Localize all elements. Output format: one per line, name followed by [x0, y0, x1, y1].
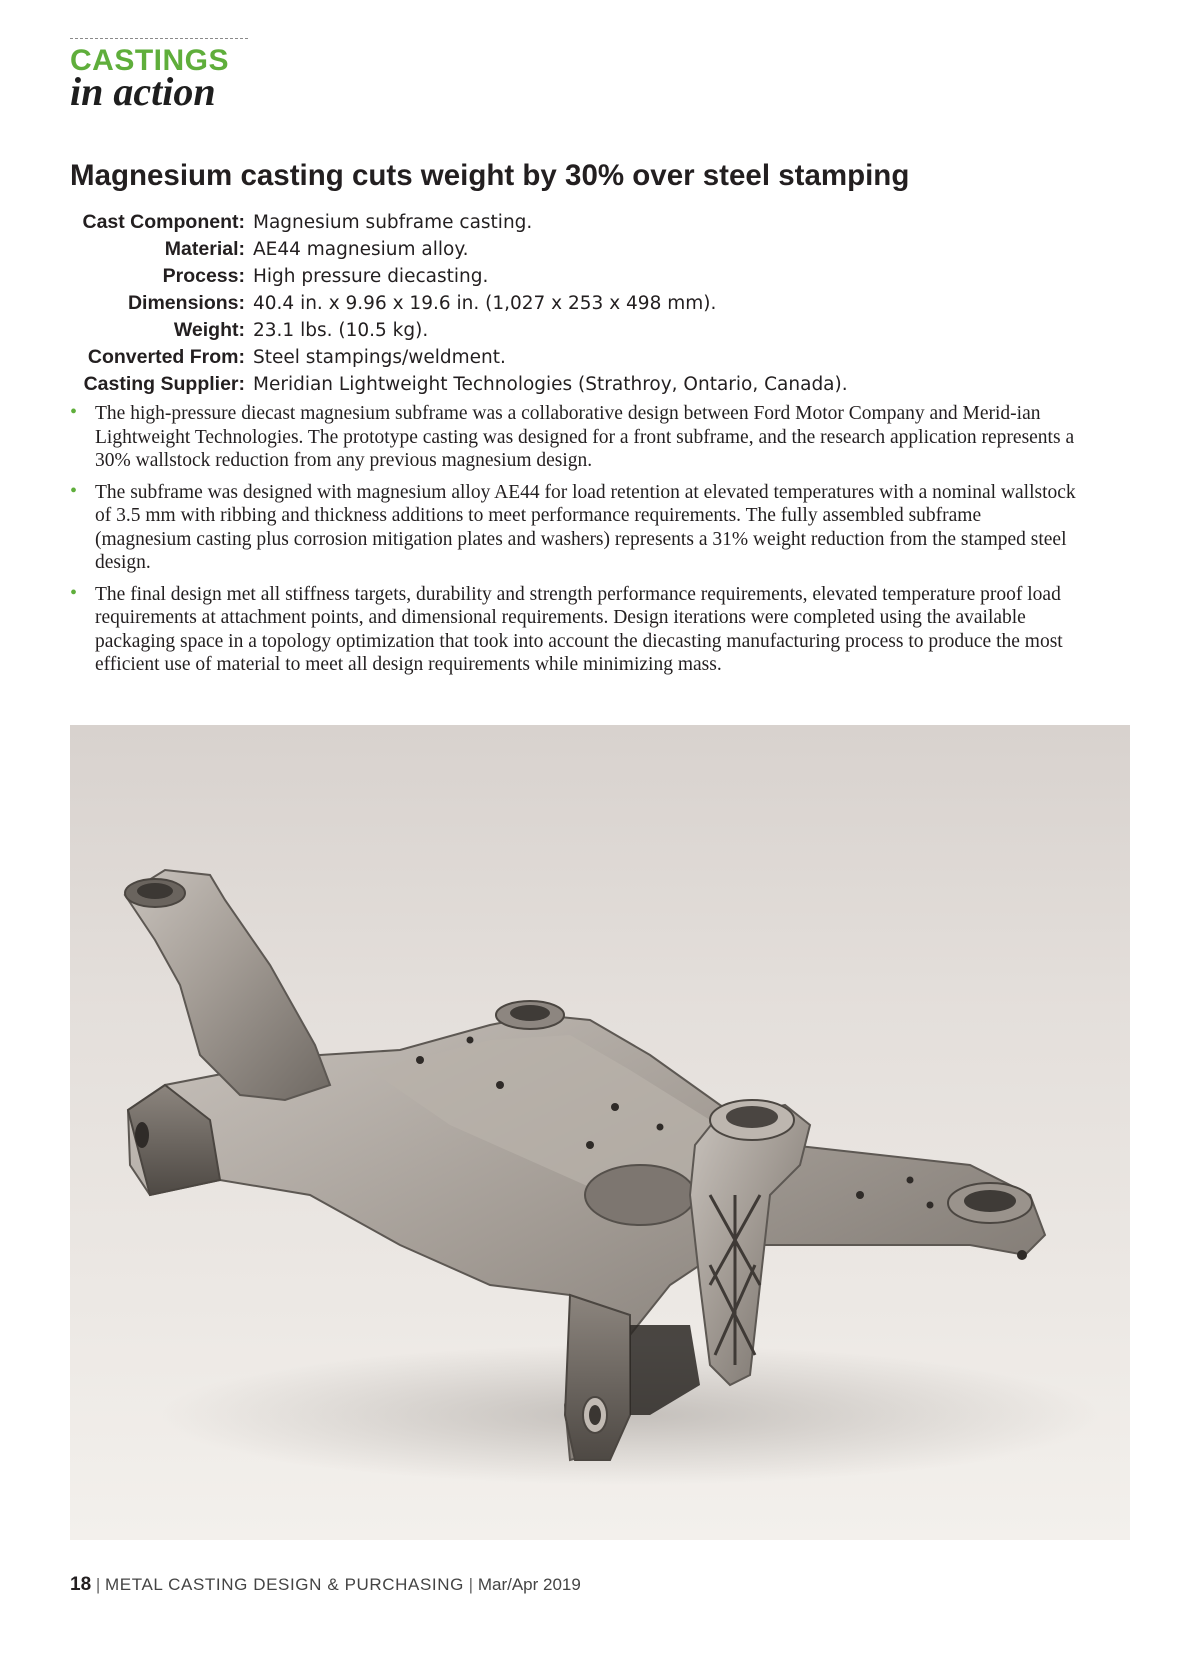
bullet-item [70, 481, 1080, 575]
bullet-item [70, 402, 1080, 473]
spec-value: AE44 magnesium alloy. [253, 239, 469, 260]
footer-separator: | [468, 1575, 474, 1594]
front-mount-hole [726, 1106, 778, 1128]
front-leg [565, 1295, 630, 1460]
spec-table [70, 209, 848, 398]
page-number: 18 [70, 1574, 92, 1595]
top-hole [907, 1177, 914, 1184]
top-hole [927, 1202, 934, 1209]
top-hole [856, 1191, 864, 1199]
bullet-text: The subframe was designed with magnesium alloy AE44 for load retention at elevated temperatures with a nominal wallstock of 3.5 mm with ribbing and thickness additions to meet performance requirements. The fully assembled subframe (magnesium casting plus corrosion mitigation plates and washers) represents a 31% weight reduction from the stamped steel design. [95, 481, 1076, 573]
spec-row [70, 317, 848, 344]
spec-value: Magnesium subframe casting. [253, 212, 533, 233]
spec-value: High pressure diecasting. [253, 266, 489, 287]
masthead-in-action: in action [70, 69, 216, 114]
spec-row [70, 290, 848, 317]
rear-mount-hole [510, 1005, 550, 1021]
bullet-list [70, 402, 1080, 685]
bullet-text: The high-pressure diecast magnesium subframe was a collaborative design between Ford Motor Company and Merid-ian Lightweight Technologies. The prototype casting was designed for a front subframe, and the research application represents a 30% wallstock reduction from any previous magnesium design. [95, 403, 1075, 471]
spec-value: 23.1 lbs. (10.5 kg). [253, 320, 429, 341]
spec-value: Steel stampings/weldment. [253, 347, 506, 368]
left-end-hole [135, 1122, 149, 1148]
subframe-illustration [70, 725, 1130, 1540]
spec-label: Converted From: [87, 346, 245, 368]
bullet-text: The final design met all stiffness targets, durability and strength performance requirements, elevated temperature proof load requirements at attachment points, and dimensional requirements. Design iterations were completed using the available packaging space in a topology optimization that took into account the diecasting manufacturing process to produce the most efficient use of material to meet all design requirements while minimizing mass. [95, 583, 1063, 675]
top-hole [586, 1141, 594, 1149]
top-hole [611, 1103, 619, 1111]
top-hole [416, 1056, 424, 1064]
spec-label: Weight: [173, 319, 245, 341]
top-hole [496, 1081, 504, 1089]
spec-value: 40.4 in. x 9.96 x 19.6 in. (1,027 x 253 x 498 mm). [253, 293, 717, 314]
spec-label: Casting Supplier: [83, 373, 245, 395]
subframe-photo [70, 725, 1130, 1540]
bullet-marker-icon: • [70, 401, 78, 423]
page-footer [70, 1574, 581, 1596]
left-mount-bore-hole [137, 883, 173, 899]
center-pocket [585, 1165, 695, 1225]
spec-row [70, 236, 848, 263]
right-end-hole [1017, 1250, 1027, 1260]
bullet-marker-icon: • [70, 479, 78, 502]
spec-row [70, 209, 848, 236]
spec-row [70, 263, 848, 290]
top-hole [467, 1037, 474, 1044]
spec-value: Meridian Lightweight Technologies (Strathroy, Ontario, Canada). [253, 374, 848, 395]
spec-label: Material: [164, 238, 245, 260]
right-mount-hole [964, 1190, 1016, 1212]
spec-label: Process: [162, 265, 245, 287]
spec-label: Cast Component: [82, 211, 245, 233]
bullet-marker-icon: • [70, 581, 78, 604]
footer-separator: | [95, 1575, 101, 1594]
front-leg-hole [589, 1405, 601, 1425]
top-hole [657, 1124, 664, 1131]
bullet-item [70, 583, 1080, 677]
article-headline: Magnesium casting cuts weight by 30% over steel stamping [70, 159, 910, 192]
issue-date: Mar/Apr 2019 [477, 1575, 581, 1594]
section-masthead [70, 38, 250, 112]
spec-row [70, 344, 848, 371]
spec-row [70, 371, 848, 398]
spec-label: Dimensions: [127, 292, 245, 314]
publication-name: METAL CASTING DESIGN & PURCHASING [105, 1575, 464, 1594]
masthead-dashed-rule [70, 38, 248, 39]
masthead-castings: CASTINGS [70, 44, 230, 77]
